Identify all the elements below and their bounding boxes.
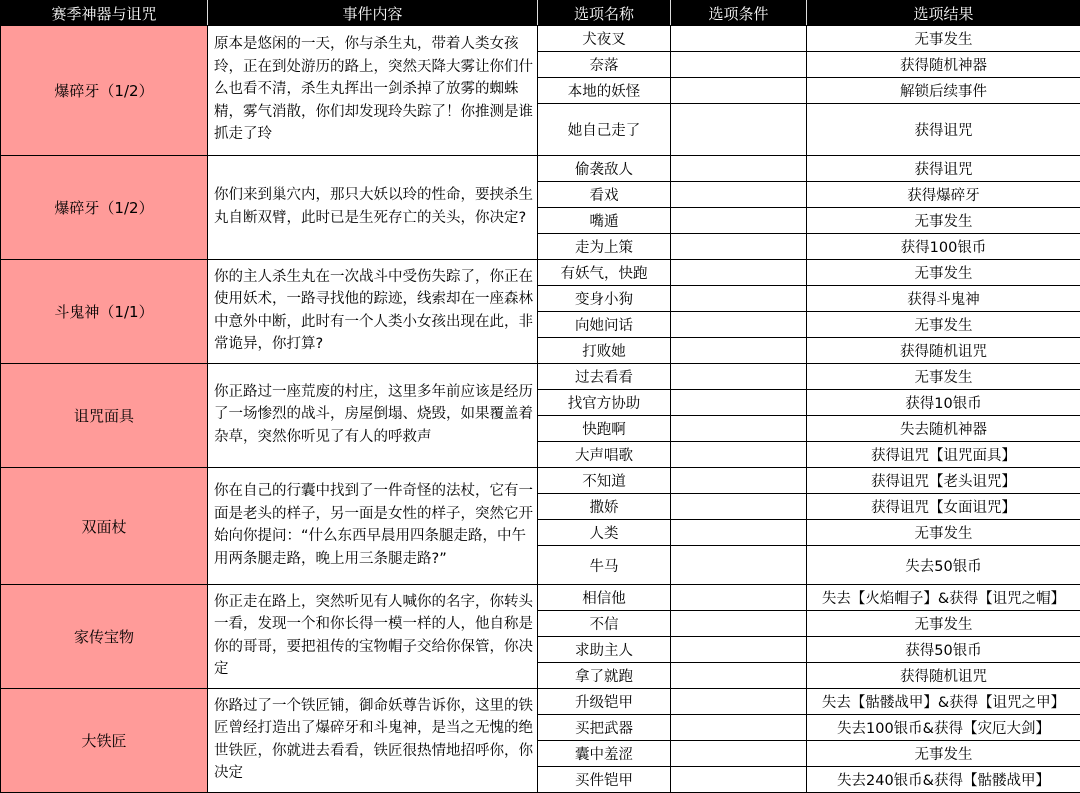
option-result-cell: 无事发生	[807, 741, 1080, 767]
option-name-cell: 撒娇	[538, 494, 671, 520]
artifact-cell: 大铁匠	[1, 689, 208, 793]
option-result-cell: 获得诅咒【女面诅咒】	[807, 494, 1080, 520]
option-name-cell: 人类	[538, 520, 671, 546]
option-condition-cell	[671, 182, 807, 208]
option-condition-cell	[671, 546, 807, 585]
option-condition-cell	[671, 286, 807, 312]
option-result-cell: 解锁后续事件	[807, 78, 1080, 104]
option-name-cell: 买件铠甲	[538, 767, 671, 793]
header-row	[1, 1, 1080, 26]
option-condition-cell	[671, 520, 807, 546]
option-name-cell: 快跑啊	[538, 416, 671, 442]
option-name-cell: 看戏	[538, 182, 671, 208]
event-content-cell: 你在自己的行囊中找到了一件奇怪的法杖，它有一面是老头的样子，另一面是女性的样子，突然它开始向你提问：“什么东西早晨用四条腿走路，中午用两条腿走路，晚上用三条腿走路?”	[208, 468, 538, 585]
option-result-cell: 获得诅咒	[807, 104, 1080, 156]
option-name-cell: 大声唱歌	[538, 442, 671, 468]
option-name-cell: 变身小狗	[538, 286, 671, 312]
option-result-cell: 获得随机神器	[807, 52, 1080, 78]
option-condition-cell	[671, 767, 807, 793]
option-result-cell: 获得诅咒	[807, 156, 1080, 182]
option-name-cell: 嘴遁	[538, 208, 671, 234]
option-condition-cell	[671, 364, 807, 390]
table-row	[1, 364, 1080, 390]
artifact-cell: 家传宝物	[1, 585, 208, 689]
option-result-cell: 获得10银币	[807, 390, 1080, 416]
option-result-cell: 失去240银币&获得【骷髅战甲】	[807, 767, 1080, 793]
option-condition-cell	[671, 468, 807, 494]
header-option-name: 选项名称	[538, 1, 671, 26]
event-content-cell: 你路过了一个铁匠铺，御命妖尊告诉你，这里的铁匠曾经打造出了爆碎牙和斗鬼神，是当之无愧的绝世铁匠，你就进去看看，铁匠很热情地招呼你，你决定	[208, 689, 538, 793]
option-result-cell: 失去50银币	[807, 546, 1080, 585]
option-name-cell: 牛马	[538, 546, 671, 585]
header-option-result: 选项结果	[807, 1, 1080, 26]
option-condition-cell	[671, 78, 807, 104]
table-row	[1, 468, 1080, 494]
option-name-cell: 有妖气，快跑	[538, 260, 671, 286]
option-result-cell: 无事发生	[807, 611, 1080, 637]
option-name-cell: 买把武器	[538, 715, 671, 741]
option-result-cell: 失去100银币&获得【灾厄大剑】	[807, 715, 1080, 741]
table-row	[1, 689, 1080, 715]
option-condition-cell	[671, 208, 807, 234]
option-result-cell: 获得诅咒【诅咒面具】	[807, 442, 1080, 468]
option-result-cell: 获得爆碎牙	[807, 182, 1080, 208]
header-artifact: 赛季神器与诅咒	[1, 1, 208, 26]
table-row	[1, 26, 1080, 52]
option-result-cell: 获得诅咒【老头诅咒】	[807, 468, 1080, 494]
event-content-cell: 原本是悠闲的一天，你与杀生丸，带着人类女孩玲，正在到处游历的路上，突然天降大雾让你们什么也看不清，杀生丸挥出一剑杀掉了放雾的蜘蛛精，雾气消散，你们却发现玲失踪了！你推测是谁抓走了玲	[208, 26, 538, 156]
option-result-cell: 无事发生	[807, 364, 1080, 390]
option-result-cell: 无事发生	[807, 26, 1080, 52]
option-name-cell: 奈落	[538, 52, 671, 78]
event-content-cell: 你正走在路上，突然听见有人喊你的名字，你转头一看，发现一个和你长得一模一样的人，他自称是你的哥哥，要把祖传的宝物帽子交给你保管，你决定	[208, 585, 538, 689]
option-name-cell: 求助主人	[538, 637, 671, 663]
option-result-cell: 无事发生	[807, 520, 1080, 546]
option-condition-cell	[671, 442, 807, 468]
option-result-cell: 获得50银币	[807, 637, 1080, 663]
option-result-cell: 无事发生	[807, 260, 1080, 286]
event-content-cell: 你的主人杀生丸在一次战斗中受伤失踪了，你正在使用妖术，一路寻找他的踪迹，线索却在一座森林中意外中断，此时有一个人类小女孩出现在此，非常诡异，你打算?	[208, 260, 538, 364]
artifact-cell: 爆碎牙（1/2）	[1, 26, 208, 156]
option-condition-cell	[671, 390, 807, 416]
option-name-cell: 走为上策	[538, 234, 671, 260]
option-condition-cell	[671, 611, 807, 637]
option-condition-cell	[671, 416, 807, 442]
option-condition-cell	[671, 585, 807, 611]
option-name-cell: 升级铠甲	[538, 689, 671, 715]
option-condition-cell	[671, 260, 807, 286]
option-name-cell: 不知道	[538, 468, 671, 494]
option-condition-cell	[671, 234, 807, 260]
option-condition-cell	[671, 741, 807, 767]
option-name-cell: 相信他	[538, 585, 671, 611]
option-condition-cell	[671, 637, 807, 663]
option-name-cell: 她自己走了	[538, 104, 671, 156]
option-result-cell: 获得随机诅咒	[807, 663, 1080, 689]
option-condition-cell	[671, 104, 807, 156]
event-content-cell: 你们来到巢穴内，那只大妖以玲的性命，要挟杀生丸自断双臂，此时已是生死存亡的关头，你决定?	[208, 156, 538, 260]
option-name-cell: 犬夜叉	[538, 26, 671, 52]
option-condition-cell	[671, 494, 807, 520]
option-result-cell: 失去随机神器	[807, 416, 1080, 442]
table-row	[1, 260, 1080, 286]
option-name-cell: 向她问话	[538, 312, 671, 338]
option-condition-cell	[671, 338, 807, 364]
table-row	[1, 585, 1080, 611]
option-name-cell: 囊中羞涩	[538, 741, 671, 767]
option-name-cell: 不信	[538, 611, 671, 637]
option-name-cell: 本地的妖怪	[538, 78, 671, 104]
header-event: 事件内容	[208, 1, 538, 26]
option-result-cell: 失去【骷髅战甲】&获得【诅咒之甲】	[807, 689, 1080, 715]
header-option-condition: 选项条件	[671, 1, 807, 26]
option-condition-cell	[671, 689, 807, 715]
option-condition-cell	[671, 156, 807, 182]
option-name-cell: 过去看看	[538, 364, 671, 390]
option-name-cell: 偷袭敌人	[538, 156, 671, 182]
artifact-cell: 双面杖	[1, 468, 208, 585]
table-row	[1, 156, 1080, 182]
option-result-cell: 获得斗鬼神	[807, 286, 1080, 312]
event-content-cell: 你正路过一座荒废的村庄，这里多年前应该是经历了一场惨烈的战斗，房屋倒塌、烧毁，如果覆盖着杂草，突然你听见了有人的呼救声	[208, 364, 538, 468]
option-condition-cell	[671, 715, 807, 741]
option-name-cell: 找官方协助	[538, 390, 671, 416]
option-condition-cell	[671, 312, 807, 338]
option-condition-cell	[671, 663, 807, 689]
option-result-cell: 获得随机诅咒	[807, 338, 1080, 364]
option-result-cell: 获得100银币	[807, 234, 1080, 260]
artifact-cell: 斗鬼神（1/1）	[1, 260, 208, 364]
option-name-cell: 拿了就跑	[538, 663, 671, 689]
option-condition-cell	[671, 26, 807, 52]
option-result-cell: 失去【火焰帽子】&获得【诅咒之帽】	[807, 585, 1080, 611]
option-name-cell: 打败她	[538, 338, 671, 364]
artifact-cell: 诅咒面具	[1, 364, 208, 468]
option-result-cell: 无事发生	[807, 312, 1080, 338]
option-result-cell: 无事发生	[807, 208, 1080, 234]
artifact-cell: 爆碎牙（1/2）	[1, 156, 208, 260]
option-condition-cell	[671, 52, 807, 78]
